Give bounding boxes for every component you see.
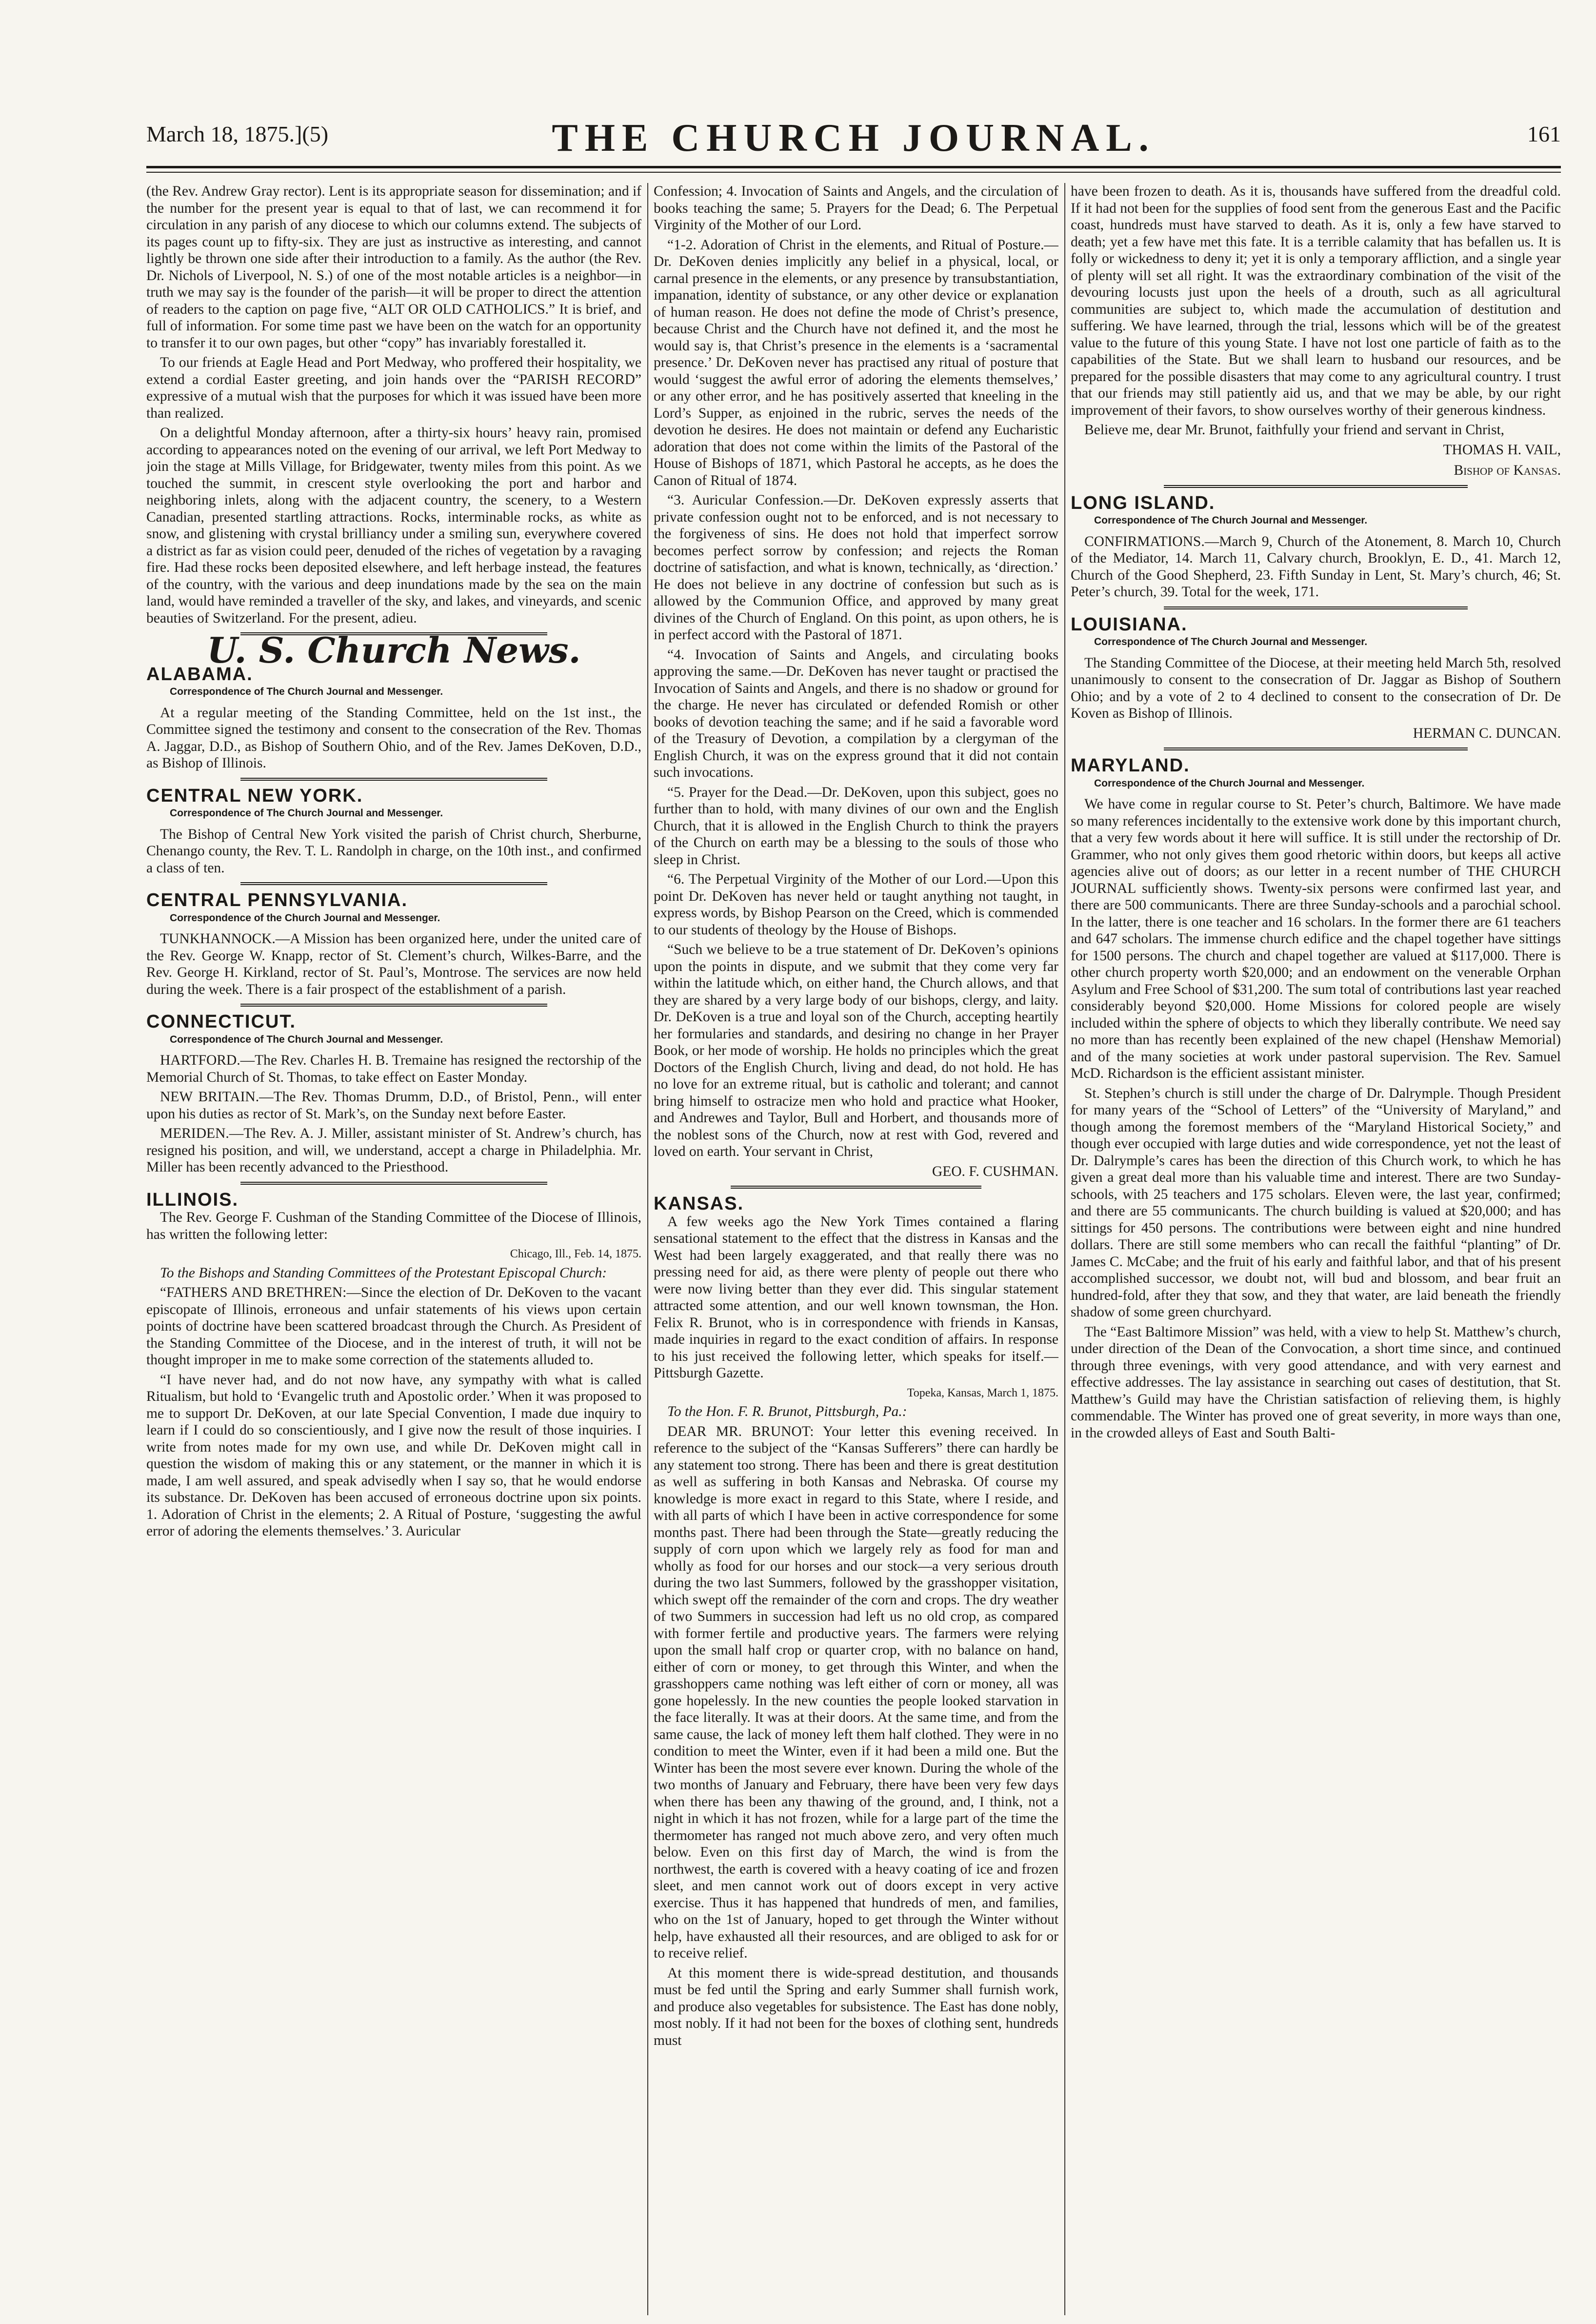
paragraph: A few weeks ago the New York Times contained a flaring sensational statement to the effect that the distress in Kansas and the West had been largely exaggerated, and that really there was no pressing need for aid, as there were plenty of people out there who were now living better than they ever did. This singular statement attracted some attention, and our well known townsman, the Hon. Felix R. Brunot, who is in correspondence with friends in Kansas, made inquiries in regard to the exact condition of affairs. In response to his just received the following letter, which speaks for itself.—Pittsburgh Gazette. <box>654 1213 1058 1381</box>
paragraph: “4. Invocation of Saints and Angels, and circulating books approving the same.—Dr. DeKoven has never taught or practised the Invocation of Saints and Angels, and there is no shadow or ground for the charge. He never has circulated or defended Romish or other books of devotion teaching the same; and if he said a favorable word of the Treasury of Devotion, a compilation by a clergyman of the English Church, it was on the express ground that it did not contain such invocations. <box>654 647 1058 780</box>
masthead <box>146 116 1561 160</box>
section-divider <box>1164 748 1468 750</box>
signature-title: Bishop of Kansas. <box>1454 463 1561 478</box>
correspondence-line: Correspondence of The Church Journal and Messenger. <box>170 686 443 697</box>
section-divider <box>1164 485 1468 488</box>
section-divider <box>240 882 547 885</box>
section-divider <box>240 778 547 781</box>
dateline: Topeka, Kansas, March 1, 1875. <box>907 1386 1058 1399</box>
paragraph: St. Stephen’s church is still under the charge of Dr. Dalrymple. Though President for many years of the “School of Letters” of the “University of Maryland,” and though among the foremost members of the “Maryland Historical Society,” and though ever occupied with large duties and wide correspondence, yet not the least of Dr. Dalrymple’s cares has been the direction of this Church work, to which he has given a great deal more than his valuable time and interest. There are two Sunday-schools, with 25 teachers and 175 scholars. Eleven were, the last year, confirmed; and there are 55 communicants. The church building is valued at $20,000; and has sittings for 450 persons. The contributions were between eight and nine hundred dollars. There are still some members who can recall the faithful “planting” of Dr. James C. McCabe; and the fruit of his early and faithful labor, and that of his present accomplished successor, we doubt not, will bud and blossom, and bear fruit an hundred-fold, after they that sow, and they that water, are laid beneath the friendly shadow of some green churchyard. <box>1071 1085 1561 1320</box>
section-divider <box>240 1182 547 1185</box>
paragraph: To our friends at Eagle Head and Port Medway, who proffered their hospitality, we extend a cordial Easter greeting, and join hands over the “PARISH RECORD” expressive of a mutual wish that the purposes for which it was issued have been more than realized. <box>146 355 641 421</box>
section-divider <box>731 1186 982 1189</box>
paragraph: We have come in regular course to St. Peter’s church, Baltimore. We have made so many references incidentally to the extensive work done by this important church, that a very few words about it here will suffice. It is still under the rectorship of Dr. Grammer, who not only gives them good rhetoric within doors, but keeps all active agencies alive out of doors; as our letter in a recent number of THE CHURCH JOURNAL sufficiently shows. Twenty-six persons were confirmed last year, and there are 500 communicants. There are three Sunday-schools and a parochial school. In the latter, there is one teacher and 16 scholars. In the former there are 61 teachers and 647 scholars. The immense church edifice and the chapel together have sittings for 1500 persons. The church and chapel together are valued at $117,000. There is other church property worth $20,000; and an endowment on the venerable Orphan Asylum and Free School of $31,200. The sum total of contributions last year reached considerably beyond $20,000. Home Missions for colored people are wisely included within the sphere of objects to which they liberally contribute. We need say no more than has recently been explained of the new chapel (Henshaw Memorial) and of the many societies at work under pastoral supervision. The Rev. Samuel McD. Richardson is the efficient assistant minister. <box>1071 796 1561 1081</box>
paragraph: Confession; 4. Invocation of Saints and Angels, and the circulation of books teaching the same; 5. Prayers for the Dead; 6. The Perpetual Virginity of the Mother of our Lord. <box>654 183 1058 233</box>
correspondence-line: Correspondence of The Church Journal and Messenger. <box>170 808 443 819</box>
paragraph: The Rev. George F. Cushman of the Standing Committee of the Diocese of Illinois, has written the following letter: <box>146 1210 641 1242</box>
correspondence-line: Correspondence of The Church Journal and Messenger. <box>1094 515 1368 526</box>
paragraph: CONFIRMATIONS.—March 9, Church of the Atonement, 8. March 10, Church of the Mediator, 14. March 11, Calvary church, Brooklyn, E. D., 41. March 12, Church of the Good Shepherd, 23. Fifth Sunday in Lent, St. Mary’s church, 46; St. Peter’s church, 39. Total for the week, 171. <box>1071 533 1561 600</box>
column-divider <box>1064 183 1065 2315</box>
heading-illinois: ILLINOIS. <box>146 1189 239 1210</box>
paragraph: “1-2. Adoration of Christ in the elements, and Ritual of Posture.—Dr. DeKoven denies implicitly any belief in a physical, local, or carnal presence in the elements, or any presence by transubstantiation, impanation, identity of substance, or any other device or explanation of human reason. He does not define the mode of Christ’s presence, because Christ and the Church have not defined it, and the most he would say is, that Christ’s presence in the elements is a ‘sacramental presence.’ Dr. DeKoven never has practised any ritual of posture that would ‘suggest the awful error of adoring the elements themselves,’ or any other error, and he has positively asserted that kneeling in the Lord’s Supper, as enjoined in the rubric, serves the needs of the devotion he desires. He does not maintain or defend any Eucharistic adoration that does not come within the limits of the Pastoral of the House of Bishops of 1871, which Pastoral he accepts, as he does the Canon of Ritual of 1874. <box>654 237 1058 488</box>
paragraph: (the Rev. Andrew Gray rector). Lent is its appropriate season for dissemination; and if the number for the present year is equal to that of last, we can recommend it for circulation in any parish of any diocese to which our columns extend. The subjects of its pages count up to fifty-six. They are just as instructive as interesting, and cannot lightly be thrown one side after their introduction to a family. As the author (the Rev. Dr. Nichols of Liverpool, N. S.) of one of the most notable articles is a neighbor—in truth we may say is the founder of the parish—it will be proper to direct the attention of readers to the caption on page five, “ALT OR OLD CATHOLICS.” It is brief, and full of information. For some time past we have been on the watch for an opportunity to transfer it to our own pages, but other “copy” has invariably forestalled it. <box>146 183 641 351</box>
paragraph: At a regular meeting of the Standing Committee, held on the 1st inst., the Committee signed the testimony and consent to the consecration of the Rev. Thomas A. Jaggar, D.D., as Bishop of Southern Ohio, and of the Rev. James DeKoven, D.D., as Bishop of Illinois. <box>146 705 641 771</box>
column-3 <box>1071 183 1561 2315</box>
paragraph: Believe me, dear Mr. Brunot, faithfully your friend and servant in Christ, <box>1084 422 1505 438</box>
heading-louisiana: LOUISIANA. <box>1071 614 1188 635</box>
column-divider <box>647 183 648 2315</box>
column-1 <box>146 183 641 2315</box>
heading-maryland: MARYLAND. <box>1071 755 1190 776</box>
heading-central-pennsylvania: CENTRAL PENNSYLVANIA. <box>146 890 408 910</box>
correspondence-line: Correspondence of the Church Journal and Messenger. <box>170 912 440 924</box>
column-2 <box>654 183 1058 2315</box>
paragraph: DEAR MR. BRUNOT: Your letter this evening received. In reference to the subject of the “Kansas Sufferers” there can hardly be any statement too strong. There has been and there is great destitution as well as suffering in both Kansas and Nebraska. Of course my knowledge is more exact in regard to this State, where I reside, and with all parts of which I have been in active correspondence for some months past. There had been through the State—greatly reducing the supply of corn upon which we largely rely as food for man and wholly as food for our horses and our stock—a very serious drouth during the two last Summers, followed by the grasshopper visitation, which swept off the remainder of the corn and crops. The dry weather of two Summers in succession had left us no old crop, as compared with former fertile and productive years. The farmers were relying upon the small half crop or quarter crop, with no balance on hand, either of corn or money, to get through this Winter, and when the grasshoppers came nothing was left either of corn or money, all was gone hopelessly. In the new counties the people looked starvation in the face literally. It was at their doors. At the same time, and from the same cause, the lack of money left them half clothed. They were in no condition to meet the Winter, even if it had been a mild one. But the Winter has been the most severe ever known. During the whole of the two months of January and February, there have been very few days when there has been any thawing of the ground, and, I think, not a night in which it has not frozen, while for a large part of the time the thermometer has ranged not much above zero, and very often much below. Even on this first day of March, the wind is from the northwest, the earth is covered with a heavy coating of ice and frozen sleet, and men cannot work out of doors except in very active exercise. Thus it has happened that hundreds of men, and families, who on the 1st of January, hoped to get through the Winter without help, have exhausted all their resources, and are obliged to ask for or to receive relief. <box>654 1423 1058 1961</box>
paragraph: At this moment there is wide-spread destitution, and thousands must be fed until the Spring and early Summer shall furnish work, and produce also vegetables for subsistence. The East has done nobly, most nobly. If it had not been for the boxes of clothing sent, hundreds must <box>654 1965 1058 2048</box>
address-line: To the Hon. F. R. Brunot, Pittsburgh, Pa.: <box>667 1404 907 1419</box>
paragraph: HARTFORD.—The Rev. Charles H. B. Tremaine has resigned the rectorship of the Memorial Church of St. Thomas, to take effect on Easter Monday. <box>146 1052 641 1085</box>
paragraph: The Standing Committee of the Diocese, at their meeting held March 5th, resolved unanimously to consent to the consecration of Dr. Jaggar as Bishop of Southern Ohio; and by a vote of 2 to 4 declined to consent to the consecration of Dr. De Koven as Bishop of Illinois. <box>1071 655 1561 721</box>
issue-date: March 18, 1875.](5) <box>146 121 329 146</box>
paragraph: TUNKHANNOCK.—A Mission has been organized here, under the united care of the Rev. George W. Knapp, rector of St. Clement’s church, Wilkes-Barre, and the Rev. George H. Kirkland, rector of St. Paul’s, Montrose. The services are now held during the week. There is a fair prospect of the establishment of a parish. <box>146 931 641 997</box>
paragraph: “6. The Perpetual Virginity of the Mother of our Lord.—Upon this point Dr. DeKoven has never held or taught anything not taught, in express words, by Bishop Pearson on the Creed, which is commended to our students of theology by the House of Bishops. <box>654 871 1058 938</box>
signature: THOMAS H. VAIL, <box>1443 442 1561 458</box>
dateline: Chicago, Ill., Feb. 14, 1875. <box>510 1248 641 1260</box>
signature: HERMAN C. DUNCAN. <box>1413 725 1561 741</box>
section-divider <box>1164 606 1468 609</box>
signature: GEO. F. CUSHMAN. <box>932 1163 1058 1179</box>
newspaper-title: THE CHURCH JOURNAL. <box>552 117 1156 160</box>
heading-central-new-york: CENTRAL NEW YORK. <box>146 785 363 806</box>
paragraph: “5. Prayer for the Dead.—Dr. DeKoven, upon this subject, goes no further than to hold, with many divines of our own and the English Church, that it is allowed in the English Church to think the prayers of the Church on earth may be a blessing to the souls of those who sleep in Christ. <box>654 784 1058 868</box>
heading-kansas: KANSAS. <box>654 1193 744 1214</box>
address-line: To the Bishops and Standing Committees of the Protestant Episcopal Church: <box>160 1265 607 1281</box>
correspondence-line: Correspondence of The Church Journal and Messenger. <box>170 1033 443 1045</box>
paragraph: On a delightful Monday afternoon, after a thirty-six hours’ heavy rain, promised according to appearances noted on the evening of our arrival, we left Port Medway to join the stage at Mills Village, for Bridgewater, twenty miles from this point. As we touched the summit, in crescent style overlooking the port and harbor and neighboring inlets, along with the adjacent country, the scenery, to a Western Canadian, presented startling attractions. Rocks, interminable rocks, as white as snow, and glistening with crystal brilliancy under a smiling sun, everywhere covered a district as far as vision could peer, denuded of the riches of vegetation by a ravaging fire. Had these rocks been deposited elsewhere, and left herbage instead, the features of the country, with the various and deep inundations made by the sea on the main land, would have reminded a traveller of the sky, and lakes, and vineyards, and scenic beauties of Switzerland. For the present, adieu. <box>146 425 641 626</box>
paragraph: “FATHERS AND BRETHREN:—Since the election of Dr. DeKoven to the vacant episcopate of Illinois, erroneous and unfair statements of his views upon certain points of doctrine have been scattered broadcast through the Church. As President of the Standing Committee of the Diocese, and in the interest of truth, it will not be thought improper in me to make some correction of the statements alluded to. <box>146 1285 641 1368</box>
paragraph: MERIDEN.—The Rev. A. J. Miller, assistant minister of St. Andrew’s church, has resigned his position, and will, we understand, accept a charge in Philadelphia. Mr. Miller has been recently advanced to the Priesthood. <box>146 1126 641 1175</box>
paragraph: The “East Baltimore Mission” was held, with a view to help St. Matthew’s church, under direction of the Dean of the Convocation, a short time since, and continued through three evenings, with very good attendance, and with very earnest and effective addresses. The lay assistance in searching out cases of destitution, that St. Matthew’s Guild may have the Christian satisfaction of relieving them, is highly commendable. The Winter has proved one of great severity, in more ways than one, in the crowded alleys of East and South Balti- <box>1071 1324 1561 1441</box>
paragraph: NEW BRITAIN.—The Rev. Thomas Drumm, D.D., of Bristol, Penn., will enter upon his duties as rector of St. Mark’s, on the Sunday next before Easter. <box>146 1089 641 1122</box>
heading-long-island: LONG ISLAND. <box>1071 492 1216 513</box>
heading-connecticut: CONNECTICUT. <box>146 1011 296 1032</box>
heading-alabama: ALABAMA. <box>146 664 253 685</box>
paragraph: “Such we believe to be a true statement of Dr. DeKoven’s opinions upon the points in dispute, and we submit that they come very far within the latitude which, on either hand, the Church allows, and that they are shared by a very large body of our bishops, clergy, and laity. Dr. DeKoven is a true and loyal son of the Church, accepting heartily her formularies and standards, and desiring no change in her Prayer Book, or her mode of worship. He holds no principles which the great Doctors of the English Church, living and dead, do not hold. He has no love for an extreme ritual, but is catholic and tolerant; and cannot bring himself to ostracize men who hold and practice what Hooker, and Andrewes and Taylor, Bull and Horbert, and thousands more of the noblest sons of the Church, now at rest with God, revered and loved on earth. Your servant in Christ, <box>654 942 1058 1159</box>
section-divider <box>240 1004 547 1007</box>
header-rule <box>146 166 1561 168</box>
paragraph: The Bishop of Central New York visited the parish of Christ church, Sherburne, Chenango county, the Rev. T. L. Randolph in charge, on the 10th inst., and confirmed a class of ten. <box>146 826 641 876</box>
paragraph: have been frozen to death. As it is, thousands have suffered from the dreadful cold. If it had not been for the supplies of food sent from the generous East and the Pacific coast, hundreds must have starved to death. As it is, only a few have starved to death; yet a few have met this fate. It is a terrible calamity that has befallen us. It is folly or wickedness to deny it; yet it is only a temporary affliction, and a single year of plenty will set all right. It was the extraordinary combination of the visit of the devouring locusts just upon the heels of a drouth, such as all agricultural communities are subject to, which made the accumulation of destitution and suffering. We have learned, through the trial, lessons which will be of the greatest value to the future of this young State. I have not lost one particle of faith as to the capabilities of the State. But we shall learn to husband our resources, and be prepared for the possible disasters that may come to any agricultural country. I trust that our friends may still patiently aid us, and that we may be able, by our right improvement of their favors, to show ourselves worthy of their generous kindness. <box>1071 183 1561 418</box>
correspondence-line: Correspondence of The Church Journal and Messenger. <box>1094 636 1368 647</box>
header-rule-thin <box>146 172 1561 173</box>
paragraph: “I have never had, and do not now have, any sympathy with what is called Ritualism, but hold to ‘Evangelic truth and Apostolic order.’ When it was proposed to me to support Dr. DeKoven, at our late Special Convention, I made due inquiry to learn if I could do so conscientiously, and I give now the result of those inquiries. I write from notes made for my own use, and while Dr. DeKoven might call in question the wisdom of making this or any statement, or the manner in which it is made, I am well assured, and speak advisedly when I say so, that he would endorse its substance. Dr. DeKoven has been accused of erroneous doctrine upon six points. 1. Adoration of Christ in the elements; 2. A Ritual of Posture, ‘suggesting the awful error of adoring the elements themselves.’ 3. Auricular <box>146 1372 641 1539</box>
section-title: U. S. Church News. <box>207 629 581 671</box>
paragraph: “3. Auricular Confession.—Dr. DeKoven expressly asserts that private confession ought not to be enforced, and is not necessary to the forgiveness of sins. He does not hold that imperfect sorrow becomes perfect sorrow by confession; and rejects the Roman doctrine of satisfaction, and what is known, technically, as ‘direction.’ He does not believe in any doctrine of confession but such as is allowed by the Communion Office, and approved by many great divines of the Church of England. On this point, as upon others, he is in perfect accord with the Pastoral of 1871. <box>654 492 1058 643</box>
page-number: 161 <box>1527 121 1561 146</box>
correspondence-line: Correspondence of the Church Journal and Messenger. <box>1094 777 1365 789</box>
